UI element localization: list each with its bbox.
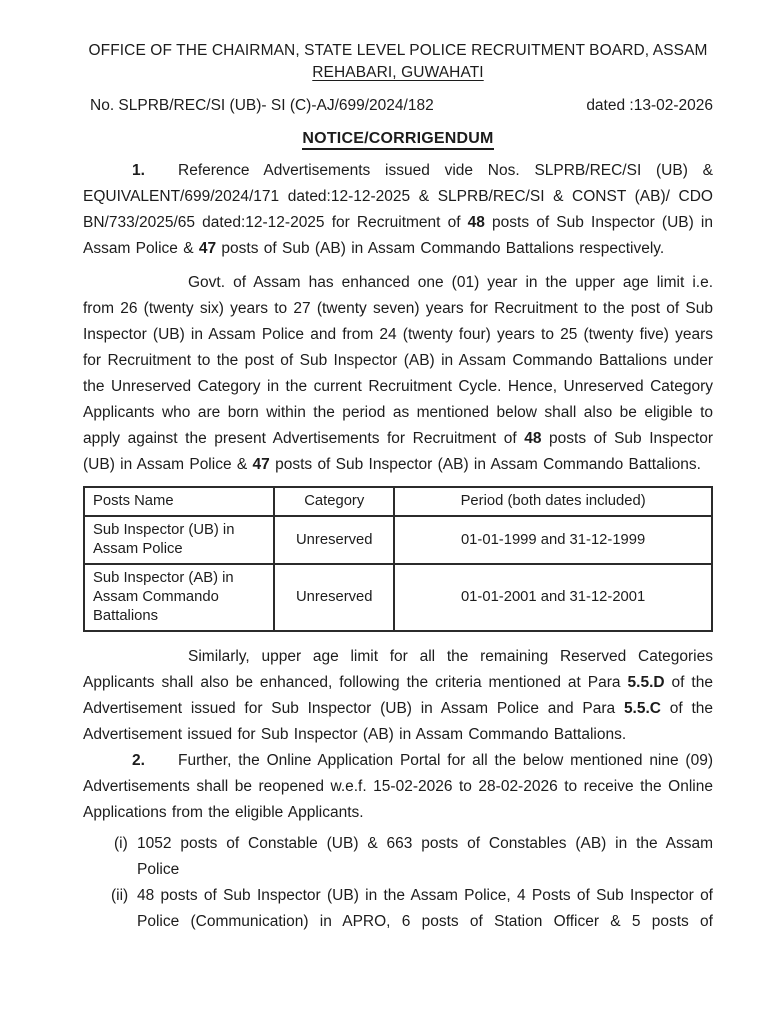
list-item-text: 1052 posts of Constable (UB) & 663 posts of Constables (AB) in the Assam Police bbox=[137, 835, 713, 878]
list-item bbox=[83, 831, 713, 883]
paragraph-1 bbox=[83, 158, 713, 262]
paragraph-2 bbox=[83, 270, 713, 478]
column-header-category: Category bbox=[274, 487, 394, 516]
header-location-line bbox=[83, 62, 713, 84]
paragraph-1-bold-47: 47 bbox=[198, 240, 217, 257]
reference-date: dated :13-02-2026 bbox=[586, 97, 713, 114]
paragraph-1-number: 1. bbox=[132, 162, 145, 179]
table-row bbox=[84, 516, 712, 564]
cell-category: Unreserved bbox=[274, 564, 394, 631]
paragraph-2-text: posts of Sub Inspector (UB) in Assam Police & bbox=[83, 430, 713, 473]
cell-period: 01-01-2001 and 31-12-2001 bbox=[394, 564, 712, 631]
paragraph-4 bbox=[83, 748, 713, 826]
table-header-row bbox=[84, 487, 712, 516]
paragraph-1-text: posts of Sub Inspector (UB) in Assam Police & bbox=[83, 214, 713, 257]
paragraph-3 bbox=[83, 644, 713, 748]
paragraph-1-bold-48: 48 bbox=[467, 214, 485, 231]
notice-title-row bbox=[83, 127, 713, 151]
header-location-text: REHABARI, GUWAHATI bbox=[312, 64, 484, 81]
age-relaxation-table bbox=[83, 486, 713, 632]
advertisements-list bbox=[83, 831, 713, 935]
list-item bbox=[83, 883, 713, 935]
list-item-marker: (ii) bbox=[111, 887, 129, 904]
paragraph-1-text: Reference Advertisements issued vide Nos. SLPRB/REC/SI (UB) & EQUIVALENT/699/2024/171 dated:12-12-2025 & SLPRB/REC/SI & CONST (AB)/ CDO BN/733/2025/65 dated:12-12-2025 for Recruitment of bbox=[83, 162, 713, 231]
paragraph-2-text: posts of Sub Inspector (AB) in Assam Commando Battalions. bbox=[269, 456, 701, 473]
reference-row bbox=[83, 95, 713, 117]
paragraph-3-bold-para-ref: 5.5.C bbox=[623, 700, 661, 717]
cell-post-name: Sub Inspector (UB) in Assam Police bbox=[84, 516, 274, 564]
paragraph-2-bold-48: 48 bbox=[524, 430, 542, 447]
column-header-period: Period (both dates included) bbox=[394, 487, 712, 516]
paragraph-2-bold-47: 47 bbox=[252, 456, 270, 473]
cell-category: Unreserved bbox=[274, 516, 394, 564]
paragraph-1-text: posts of Sub (AB) in Assam Commando Battalions respectively. bbox=[216, 240, 665, 257]
paragraph-3-text: Similarly, upper age limit for all the remaining Reserved Categories Applicants shall also be enhanced, following the criteria mentioned at Para bbox=[83, 648, 713, 691]
list-item-text: 48 posts of Sub Inspector (UB) in the Assam Police, 4 Posts of Sub Inspector of Police (Communication) in APRO, 6 posts of Station Officer & 5 posts of bbox=[137, 887, 713, 930]
paragraph-3-text: of the Advertisement issued for Sub Inspector (UB) in Assam Police and Para bbox=[83, 674, 713, 717]
paragraph-3-text: of the Advertisement issued for Sub Inspector (AB) in Assam Commando Battalions. bbox=[83, 700, 713, 743]
column-header-posts-name: Posts Name bbox=[84, 487, 274, 516]
reference-number: No. SLPRB/REC/SI (UB)- SI (C)-AJ/699/2024/182 bbox=[90, 97, 434, 114]
cell-post-name: Sub Inspector (AB) in Assam Commando Battalions bbox=[84, 564, 274, 631]
paragraph-2-text: Govt. of Assam has enhanced one (01) year in the upper age limit i.e. from 26 (twenty six) years to 27 (twenty seven) years for Recruitment to the post of Sub Inspector (UB) in Assam Police and from 24 (twenty four) years to 25 (twenty five) years for Recruitment to the post of Sub Inspector (AB) in Assam Commando Battalions under the Unreserved Category in the current Recruitment Cycle. Hence, Unreserved Category Applicants who are born within the period as mentioned below shall also be eligible to apply against the present Advertisements for Recruitment of bbox=[83, 274, 713, 447]
cell-period: 01-01-1999 and 31-12-1999 bbox=[394, 516, 712, 564]
header-office-line: OFFICE OF THE CHAIRMAN, STATE LEVEL POLICE RECRUITMENT BOARD, ASSAM bbox=[88, 42, 708, 59]
paragraph-4-text: Further, the Online Application Portal for all the below mentioned nine (09) Advertisements shall be reopened w.e.f. 15-02-2026 to 28-02-2026 to receive the Online Applications from the eligible Applicants. bbox=[83, 752, 713, 821]
notice-title: NOTICE/CORRIGENDUM bbox=[302, 130, 493, 150]
table-row bbox=[84, 564, 712, 631]
document-header bbox=[83, 40, 713, 84]
paragraph-3-bold-para-ref: 5.5.D bbox=[627, 674, 665, 691]
list-item-marker: (i) bbox=[114, 835, 128, 852]
paragraph-4-number: 2. bbox=[132, 752, 145, 769]
